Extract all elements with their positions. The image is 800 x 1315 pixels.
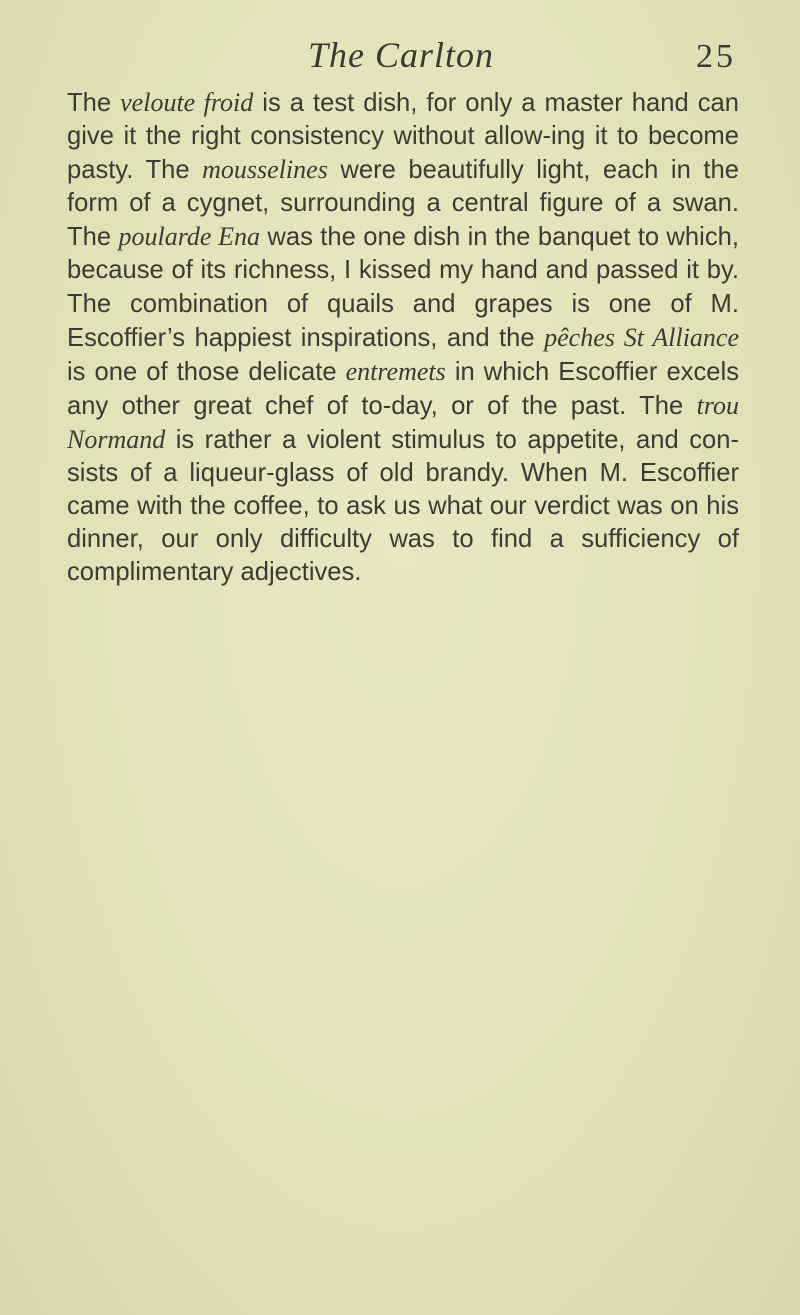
text-run: were beautifully light, each in the form of a cygnet, surrounding a central figure of a swan. The [67,156,739,252]
dish-name-poularde: poularde Ena [118,222,261,252]
dish-name-trou-normand: trou Normand [67,390,739,454]
text-run: is rather a violent stimulus to appetite, and con-sists of a liqueur-glass of old brandy. When M. Escoffier came with the coffee, to ask us what our verdict was on his dinner, our only difficulty was to find a sufficiency of complimentary adjectives. [67,425,739,587]
text-run: in which Escoffier excels any other great chef of to-day, or of the past. The [67,357,739,420]
page-number: 25 [696,38,736,75]
running-head [66,30,736,80]
dish-name-veloute: veloute froid [120,88,254,117]
dish-name-peches: pêches St Alliance [544,322,739,352]
text-run: was the one dish in the banquet to which, because of its richness, I kissed my hand and passed it by. The combination of quails and grapes is one of M. Escoffier’s happiest inspirations, and the [67,223,739,352]
text-run: is one of those delicate [67,357,346,386]
running-title: The Carlton [307,35,495,75]
dish-name-mousselines: mousselines [202,155,328,185]
body-paragraph [67,86,739,589]
text-run: The [67,89,121,117]
dish-name-entremets: entremets [345,356,446,386]
text-run: is a test dish, for only a master hand can give it the right consistency without allow-ing it to become pasty. The [67,89,739,185]
